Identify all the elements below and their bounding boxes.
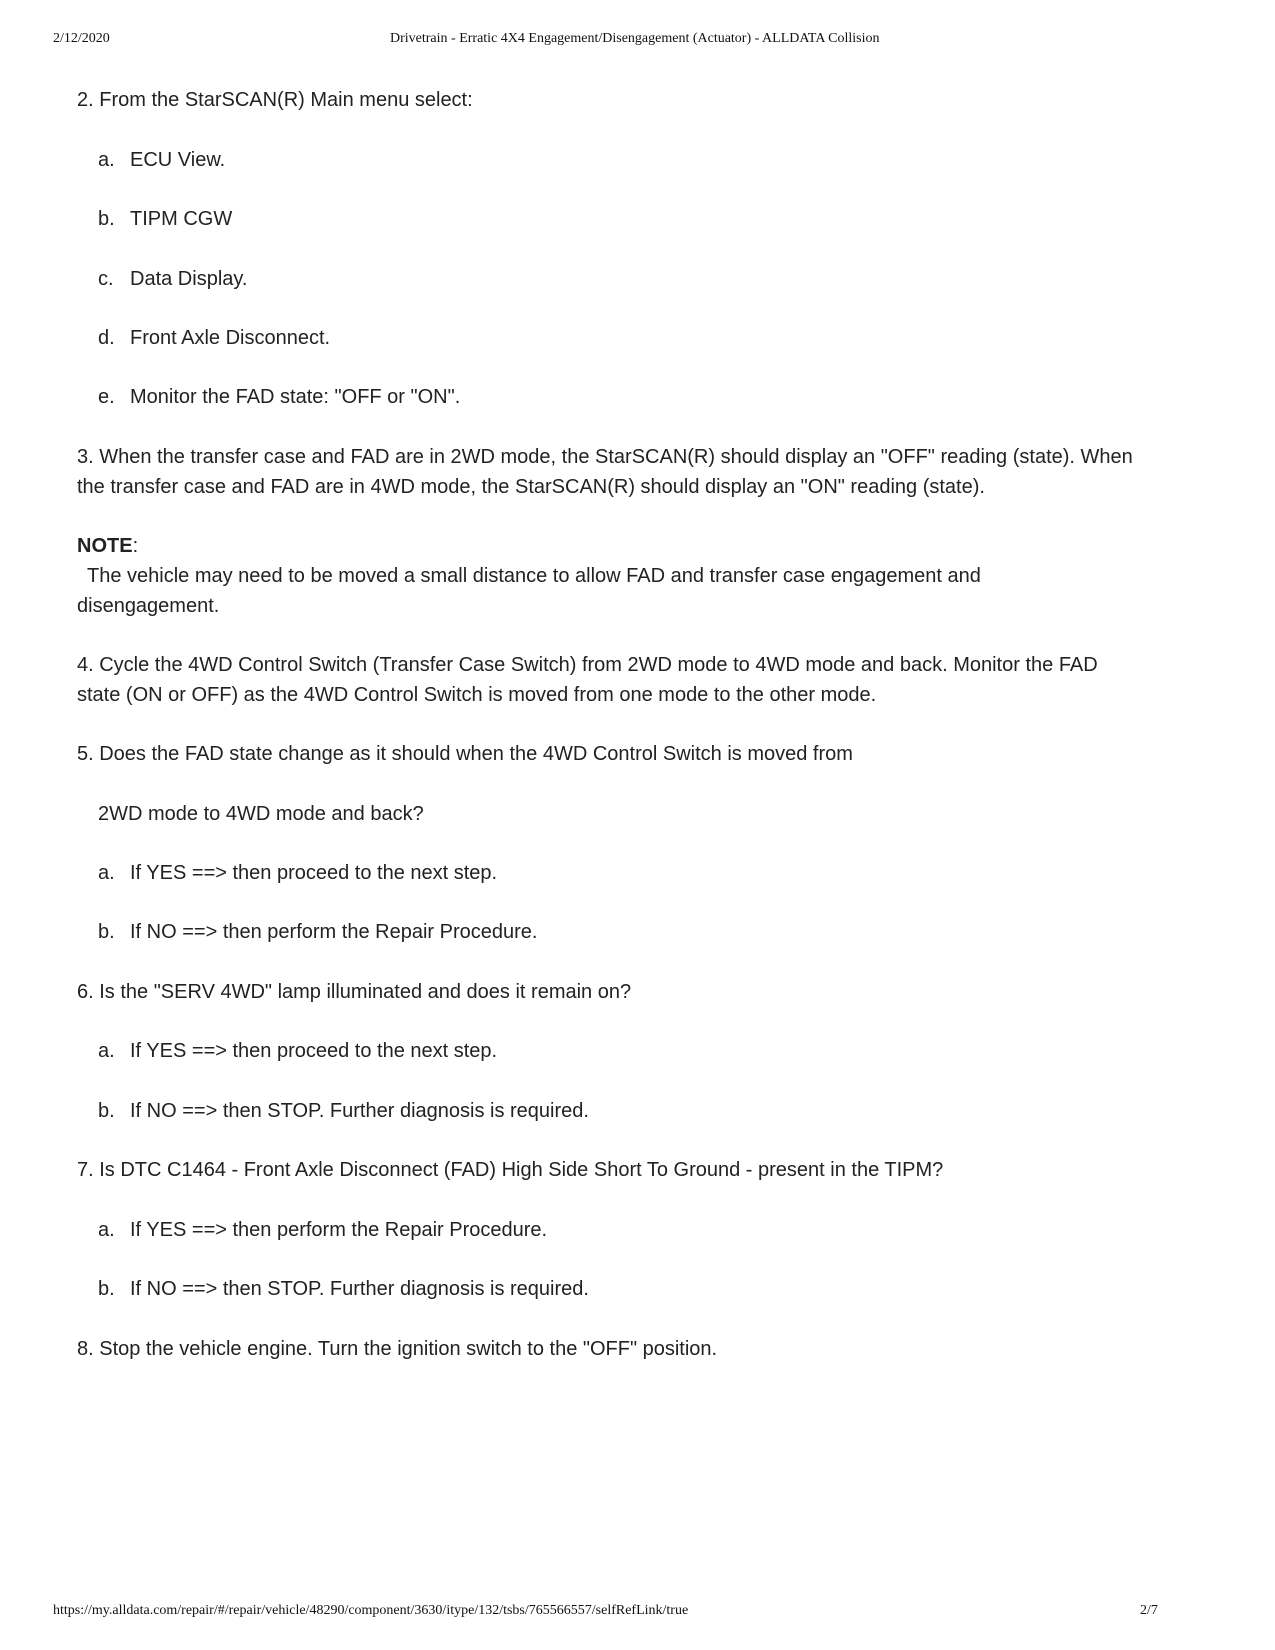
item-text: TIPM CGW [130, 208, 233, 230]
note-heading: NOTE: [77, 535, 139, 557]
step-5-continued: 2WD mode to 4WD mode and back? [98, 803, 424, 825]
item-text: Front Axle Disconnect. [130, 327, 331, 349]
item-letter: a. [98, 1040, 115, 1062]
item-letter: b. [98, 921, 115, 943]
item-letter: a. [98, 1219, 115, 1241]
step-3-line-2: the transfer case and FAD are in 4WD mode, the StarSCAN(R) should display an "ON" reading (state). [77, 476, 985, 498]
item-text: If NO ==> then STOP. Further diagnosis is required. [130, 1278, 589, 1300]
footer-url: https://my.alldata.com/repair/#/repair/vehicle/48290/component/3630/itype/132/tsbs/765566557/selfRefLink/true [53, 1603, 689, 1618]
step-4-line-2: state (ON or OFF) as the 4WD Control Switch is moved from one mode to the other mode. [77, 684, 877, 706]
step-8: 8. Stop the vehicle engine. Turn the ignition switch to the "OFF" position. [77, 1338, 718, 1360]
note-line-1: The vehicle may need to be moved a small distance to allow FAD and transfer case engagement and [87, 565, 981, 587]
item-letter: d. [98, 327, 115, 349]
item-text: If YES ==> then proceed to the next step. [130, 1040, 498, 1062]
step-3-line-1: 3. When the transfer case and FAD are in 2WD mode, the StarSCAN(R) should display an "OFF" reading (state). When [77, 446, 1133, 468]
header-date: 2/12/2020 [53, 31, 110, 46]
item-letter: b. [98, 208, 115, 230]
step-4-line-1: 4. Cycle the 4WD Control Switch (Transfer Case Switch) from 2WD mode to 4WD mode and back. Monitor the FAD [77, 654, 1098, 676]
item-letter: e. [98, 386, 115, 408]
item-letter: c. [98, 268, 114, 290]
item-text: Monitor the FAD state: "OFF or "ON". [130, 386, 461, 408]
step-5: 5. Does the FAD state change as it should when the 4WD Control Switch is moved from [77, 743, 853, 765]
item-text: If YES ==> then proceed to the next step. [130, 862, 498, 884]
item-text: If YES ==> then perform the Repair Procedure. [130, 1219, 548, 1241]
note-line-2: disengagement. [77, 595, 220, 617]
item-text: If NO ==> then perform the Repair Procedure. [130, 921, 538, 943]
item-text: ECU View. [130, 149, 226, 171]
step-7: 7. Is DTC C1464 - Front Axle Disconnect (FAD) High Side Short To Ground - present in the TIPM? [77, 1159, 944, 1181]
header-title: Drivetrain - Erratic 4X4 Engagement/Disengagement (Actuator) - ALLDATA Collision [390, 31, 880, 46]
item-text: If NO ==> then STOP. Further diagnosis is required. [130, 1100, 589, 1122]
item-text: Data Display. [130, 268, 248, 290]
item-letter: a. [98, 149, 115, 171]
note-label: NOTE [77, 535, 133, 557]
item-letter: b. [98, 1278, 115, 1300]
item-letter: b. [98, 1100, 115, 1122]
footer-page-number: 2/7 [1140, 1603, 1158, 1618]
step-6: 6. Is the "SERV 4WD" lamp illuminated and does it remain on? [77, 981, 632, 1003]
step-2: 2. From the StarSCAN(R) Main menu select: [77, 89, 473, 111]
item-letter: a. [98, 862, 115, 884]
